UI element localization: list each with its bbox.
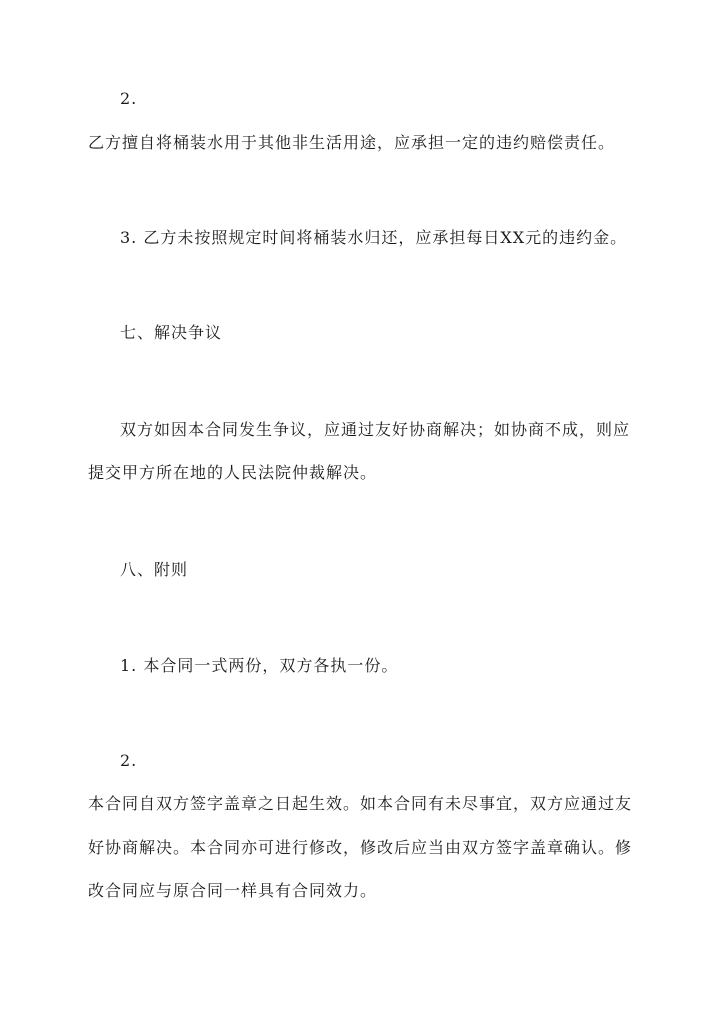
section-heading-appendix: 八、附则 <box>120 560 189 579</box>
paragraph-line: 改合同应与原合同一样具有合同效力。 <box>88 881 378 900</box>
item-number-2: 2. <box>120 751 138 770</box>
paragraph-line: 提交甲方所在地的人民法院仲裁解决。 <box>88 463 378 482</box>
item-3-paragraph: 3. 乙方未按照规定时间将桶装水归还，应承担每日XX元的违约金。 <box>120 228 628 247</box>
paragraph-line: 好协商解决。本合同亦可进行修改，修改后应当由双方签字盖章确认。修 <box>88 838 633 857</box>
paragraph-line: 乙方擅自将桶装水用于其他非生活用途，应承担一定的违约赔偿责任。 <box>88 133 616 152</box>
item-1-paragraph: 1. 本合同一式两份，双方各执一份。 <box>120 656 399 675</box>
paragraph-line: 双方如因本合同发生争议，应通过友好协商解决；如协商不成，则应 <box>120 420 631 439</box>
section-heading-dispute: 七、解决争议 <box>120 323 223 342</box>
item-number-2: 2. <box>120 89 138 108</box>
paragraph-line: 本合同自双方签字盖章之日起生效。如本合同有未尽事宜，双方应通过友 <box>88 794 633 813</box>
